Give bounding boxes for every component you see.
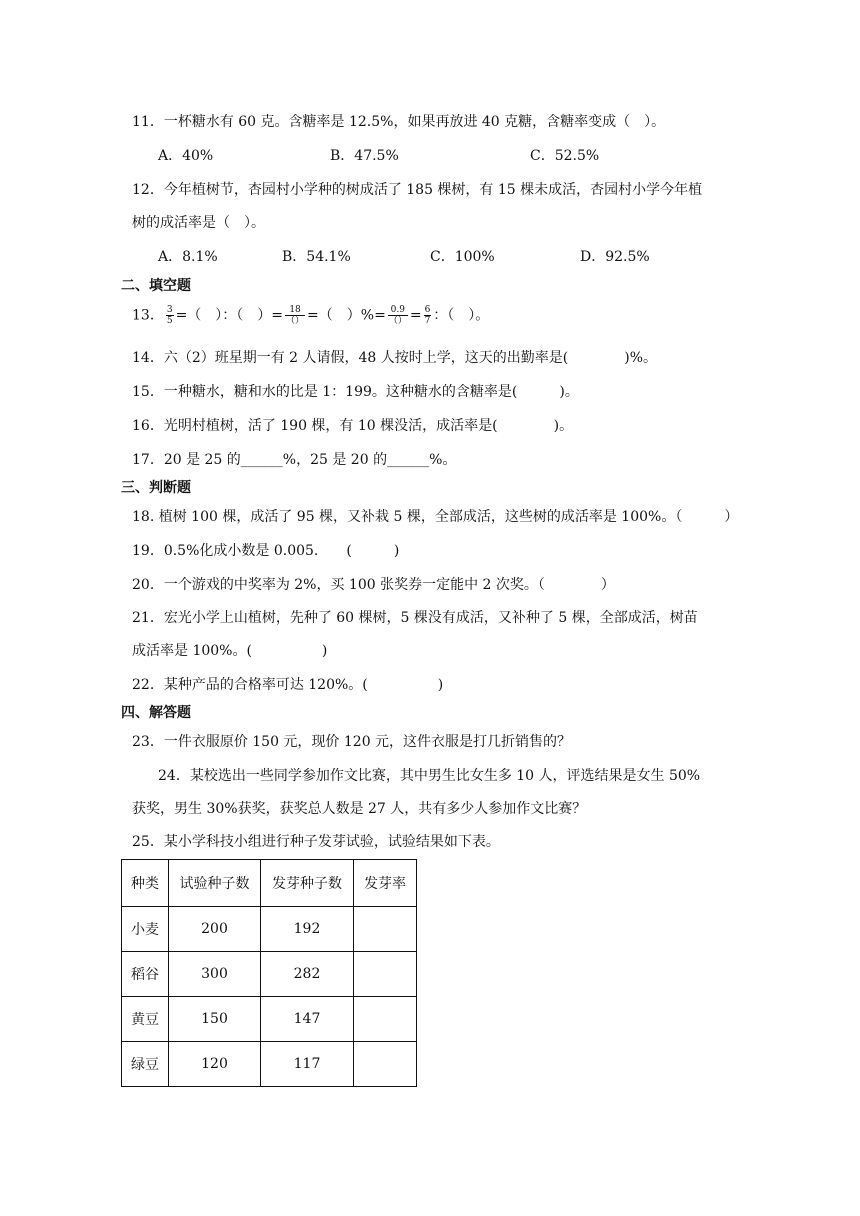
q11-option-c: C．52.5% — [530, 148, 600, 164]
question-12-line2: 树的成活率是（ ）。 — [132, 215, 265, 231]
question-21-line2: 成活率是 100%。( ) — [132, 643, 328, 659]
q12-option-b: B．54.1% — [282, 249, 351, 265]
q13-part3: = — [409, 307, 422, 324]
table-cell-blank — [354, 907, 417, 952]
table-header-cell: 发芽率 — [354, 860, 417, 907]
section-heading-answer: 四、解答题 — [121, 705, 191, 721]
q13-prefix: 13． — [132, 307, 164, 324]
q13-fraction-2 — [285, 305, 305, 326]
table-cell: 117 — [261, 1042, 354, 1087]
question-22: 22．某种产品的合格率可达 120%。( ) — [132, 677, 444, 693]
question-21-line1: 21．宏光小学上山植树，先种了 60 棵树，5 棵没有成活，又补种了 5 棵，全部成活，树苗 — [132, 610, 698, 626]
q13-frac4-num: 6 — [424, 305, 431, 315]
table-header-cell: 发芽种子数 — [261, 860, 354, 907]
table-cell: 120 — [169, 1042, 261, 1087]
table-cell: 147 — [261, 997, 354, 1042]
question-18: 18. 植树 100 棵，成活了 95 棵，又补栽 5 棵，全部成活，这些树的成活率是 100%。（ ） — [132, 509, 739, 525]
table-cell: 稻谷 — [122, 952, 169, 997]
table-cell: 小麦 — [122, 907, 169, 952]
q12-option-d: D．92.5% — [580, 249, 650, 265]
q13-part2: =（ ）%= — [307, 307, 386, 324]
table-header-cell: 种类 — [122, 860, 169, 907]
question-15: 15．一种糖水，糖和水的比是 1：199。这种糖水的含糖率是( )。 — [132, 384, 579, 400]
table-header-cell: 试验种子数 — [169, 860, 261, 907]
table-cell: 绿豆 — [122, 1042, 169, 1087]
seed-germination-table — [121, 859, 417, 1087]
q13-frac3-num: 0.9 — [388, 305, 408, 316]
question-19: 19．0.5%化成小数是 0.005. ( ) — [132, 543, 400, 559]
table-cell: 192 — [261, 907, 354, 952]
q11-option-b: B．47.5% — [330, 148, 399, 164]
question-23: 23．一件衣服原价 150 元，现价 120 元，这件衣服是打几折销售的？ — [132, 734, 572, 750]
q13-frac2-num: 18 — [285, 305, 305, 316]
q13-fraction-1 — [166, 305, 174, 326]
q13-part1: =（ ）：（ ）= — [175, 307, 284, 324]
section-heading-judge: 三、判断题 — [121, 480, 191, 496]
question-13 — [132, 305, 489, 326]
q11-option-a: A．40% — [158, 148, 214, 164]
section-heading-fill-blank: 二、填空题 — [121, 278, 191, 294]
question-17: 17．20 是 25 的______%，25 是 20 的______%。 — [132, 452, 457, 468]
table-cell: 150 — [169, 997, 261, 1042]
question-25: 25．某小学科技小组进行种子发芽试验，试验结果如下表。 — [132, 834, 500, 850]
question-12-line1: 12．今年植树节，杏园村小学种的树成活了 185 棵树，有 15 棵未成活，杏园村小学今年植 — [132, 182, 703, 198]
q13-frac3-den: （） — [388, 316, 407, 326]
table-cell: 282 — [261, 952, 354, 997]
q13-frac4-den: 7 — [424, 316, 431, 326]
table-cell-blank — [354, 1042, 417, 1087]
table-cell-blank — [354, 997, 417, 1042]
table-cell: 200 — [169, 907, 261, 952]
q13-frac2-den: （） — [286, 316, 305, 326]
question-14: 14．六（2）班星期一有 2 人请假，48 人按时上学，这天的出勤率是( )%。 — [132, 350, 658, 366]
question-24-line1: 24．某校选出一些同学参加作文比赛，其中男生比女生多 10 人，评选结果是女生 50% — [158, 768, 701, 784]
question-20: 20．一个游戏的中奖率为 2%，买 100 张奖券一定能中 2 次奖。（ ） — [132, 577, 615, 593]
q12-option-c: C．100% — [430, 249, 495, 265]
table-cell: 300 — [169, 952, 261, 997]
table-row — [122, 907, 417, 952]
table-row — [122, 952, 417, 997]
question-11: 11．一杯糖水有 60 克。含糖率是 12.5%，如果再放进 40 克糖，含糖率变成（ ）。 — [132, 114, 666, 130]
q13-fraction-4 — [424, 305, 432, 326]
table-header-row — [122, 860, 417, 907]
q13-fraction-3 — [388, 305, 408, 326]
table-row — [122, 997, 417, 1042]
table-cell-blank — [354, 952, 417, 997]
question-24-line2: 获奖，男生 30%获奖，获奖总人数是 27 人，共有多少人参加作文比赛？ — [132, 801, 587, 817]
q12-option-a: A．8.1% — [158, 249, 218, 265]
table-cell: 黄豆 — [122, 997, 169, 1042]
q13-frac1-num: 3 — [166, 305, 173, 315]
table-row — [122, 1042, 417, 1087]
q13-part4: ：（ ）。 — [433, 307, 490, 324]
q13-frac1-den: 5 — [166, 316, 173, 326]
question-16: 16．光明村植树，活了 190 棵，有 10 棵没活，成活率是( )。 — [132, 418, 574, 434]
